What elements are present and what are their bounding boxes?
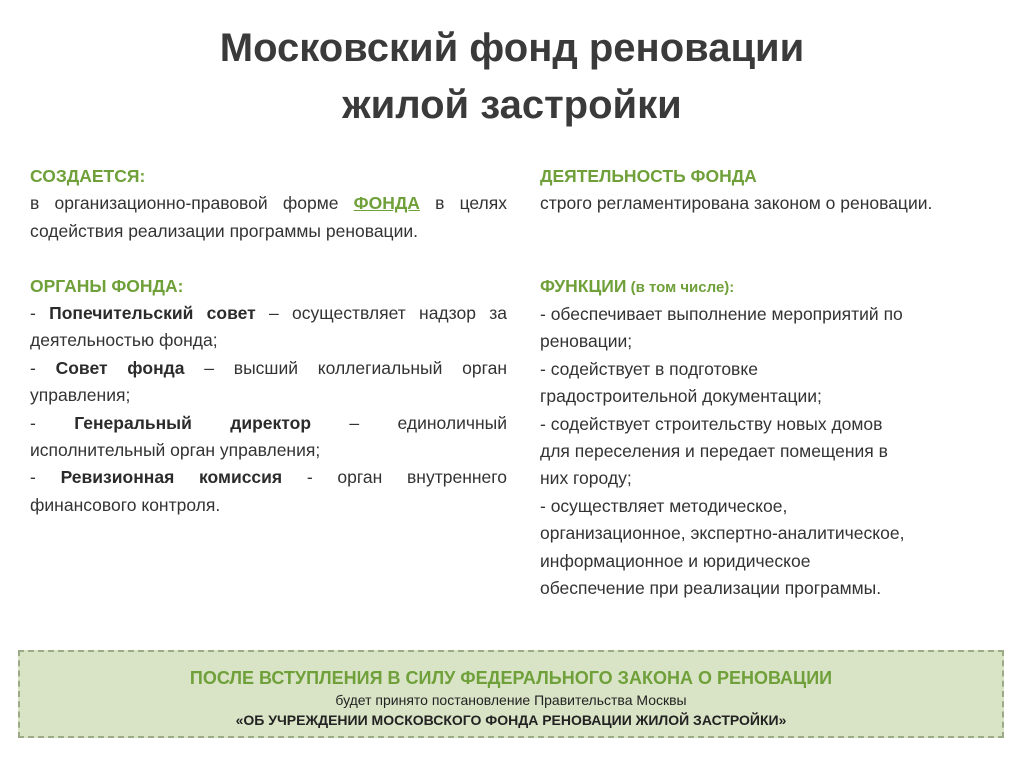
function-line: информационное и юридическое — [540, 550, 811, 571]
right-column — [540, 163, 1000, 602]
created-text — [30, 190, 507, 245]
function-line: - осуществляет методическое, — [540, 495, 788, 516]
functions-heading-main: ФУНКЦИИ — [540, 275, 627, 296]
organs-heading: ОРГАНЫ ФОНДА: — [30, 275, 184, 296]
function-line: - обеспечивает выполнение мероприятий по — [540, 304, 903, 324]
law-notice-box — [18, 650, 1004, 738]
function-line: организационное, экспертно-аналитическое, — [540, 523, 905, 544]
activity-text: строго регламентирована законом о реновации. — [540, 193, 933, 214]
organ-name: Совет фонда — [55, 357, 185, 378]
organ-description: – осуществляет надзор за деятельностью фонда; — [30, 303, 507, 351]
organ-item — [30, 464, 507, 519]
title-line-2: жилой застройки — [342, 83, 682, 127]
function-line: - содействует строительству новых домов — [540, 413, 883, 434]
functions-heading — [540, 273, 1000, 301]
organ-item — [30, 410, 507, 465]
created-text-after: в целях содействия реализации программы реновации. — [30, 193, 507, 241]
organ-prefix: - — [30, 467, 61, 488]
page-title — [0, 20, 1024, 134]
functions-heading-sub: (в том числе): — [626, 278, 735, 296]
left-column — [30, 163, 507, 519]
organ-description: – высший коллегиальный орган управления; — [30, 357, 507, 406]
organ-description: - орган внутреннего финансового контроля. — [30, 467, 507, 515]
organ-prefix: - — [30, 303, 50, 324]
function-line: для переселения и передает помещения в — [540, 441, 888, 462]
function-line: обеспечение при реализации программы. — [540, 578, 882, 599]
created-text-before: в организационно-правовой форме — [30, 193, 354, 214]
organ-name: Попечительский совет — [49, 303, 256, 324]
organ-name: Генеральный директор — [74, 412, 312, 433]
organ-description: – единоличный исполнительный орган управления; — [30, 412, 507, 461]
fund-highlight: ФОНДА — [353, 193, 420, 214]
activity-heading: ДЕЯТЕЛЬНОСТЬ ФОНДА — [540, 166, 757, 186]
function-line: - содействует в подготовке — [540, 358, 758, 379]
title-line-1: Московский фонд реновации — [219, 26, 805, 70]
law-notice-text: будет принято постановление Правительства Москвы — [335, 692, 687, 708]
organ-item — [30, 300, 507, 355]
law-notice-heading: ПОСЛЕ ВСТУПЛЕНИЯ В СИЛУ ФЕДЕРАЛЬНОГО ЗАКОНА О РЕНОВАЦИИ — [189, 668, 833, 688]
organ-item — [30, 355, 507, 410]
organ-prefix: - — [30, 412, 75, 433]
decree-title: «ОБ УЧРЕЖДЕНИИ МОСКОВСКОГО ФОНДА РЕНОВАЦИИ ЖИЛОЙ ЗАСТРОЙКИ» — [235, 712, 787, 728]
function-line: реновации; — [540, 331, 633, 352]
created-heading: СОЗДАЕТСЯ: — [30, 166, 146, 186]
organ-name: Ревизионная комиссия — [60, 467, 283, 488]
function-line: них городу; — [540, 468, 632, 489]
organ-prefix: - — [30, 357, 56, 378]
function-line: градостроительной документации; — [540, 386, 822, 407]
